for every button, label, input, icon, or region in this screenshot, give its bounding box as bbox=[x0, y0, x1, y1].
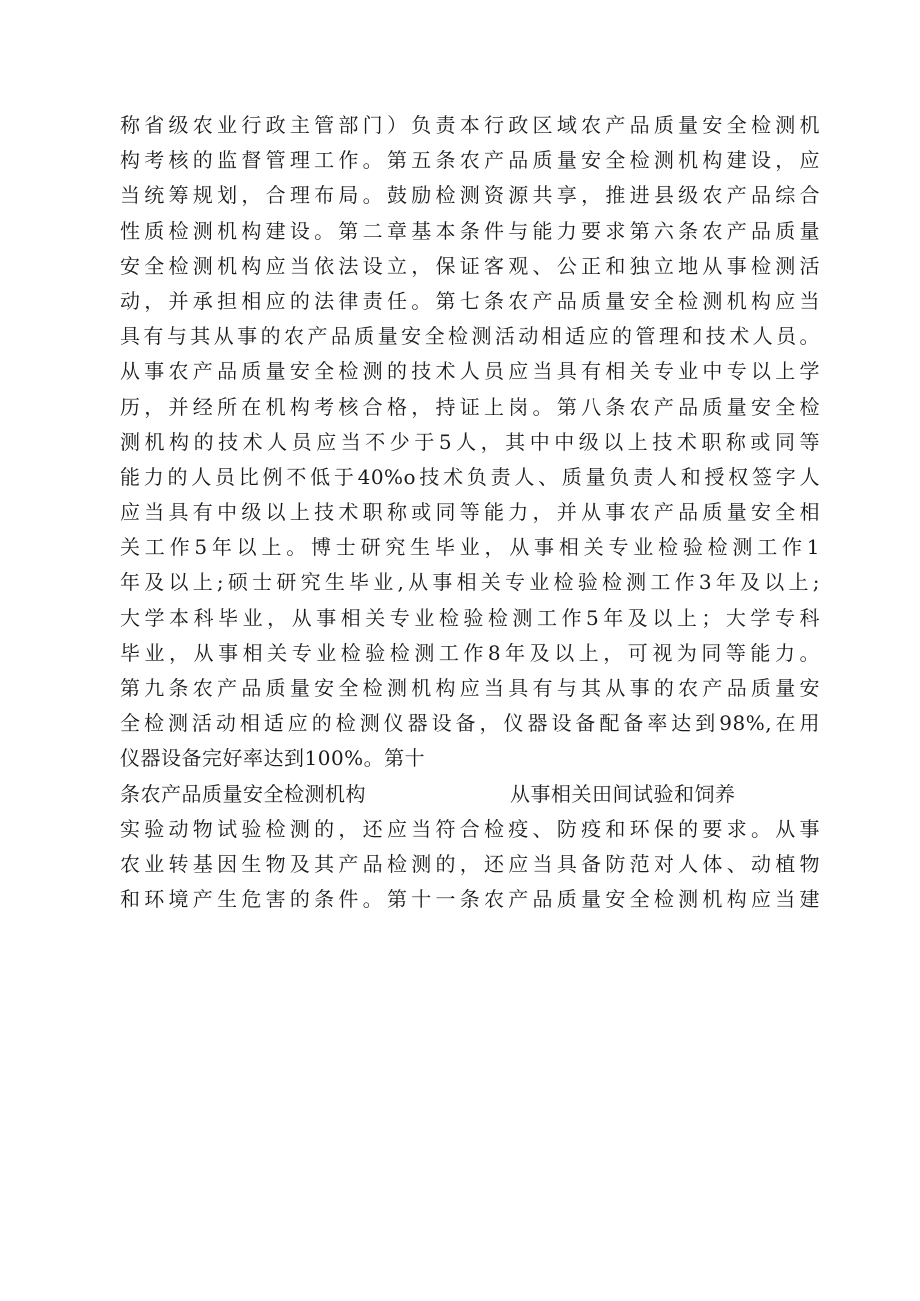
split-line-right: 从事相关田间试验和饲养 bbox=[510, 781, 736, 806]
text-line: 动，并承担相应的法律责任。第七条农产品质量安全检测机构应当 bbox=[120, 288, 820, 313]
text-line: 农业转基因生物及其产品检测的，还应当具备防范对人体、动植物 bbox=[120, 851, 820, 876]
text-line: 实验动物试验检测的，还应当符合检疫、防疫和环保的要求。从事 bbox=[120, 816, 820, 841]
split-text-line bbox=[120, 777, 820, 812]
text-line: 构考核的监督管理工作。第五条农产品质量安全检测机构建设，应 bbox=[120, 148, 820, 173]
text-line: 安全检测机构应当依法设立，保证客观、公正和独立地从事检测活 bbox=[120, 253, 820, 278]
text-line: 大学本科毕业，从事相关专业检验检测工作5年及以上；大学专科 bbox=[120, 605, 820, 630]
text-line: 第九条农产品质量安全检测机构应当具有与其从事的农产品质量安 bbox=[120, 676, 820, 700]
text-line: 性质检测机构建设。第二章基本条件与能力要求第六条农产品质量 bbox=[120, 218, 820, 243]
text-line: 称省级农业行政主管部门）负责本行政区域农产品质量安全检测机 bbox=[120, 113, 820, 137]
split-line-left: 条农产品质量安全检测机构 bbox=[120, 781, 366, 806]
text-line: 从事农产品质量安全检测的技术人员应当具有相关专业中专以上学 bbox=[120, 359, 820, 384]
text-line: 年及以上;硕士研究生毕业,从事相关专业检验检测工作3年及以上; bbox=[120, 570, 820, 595]
text-line: 仪器设备完好率达到100%。第十 bbox=[120, 746, 426, 771]
document-body bbox=[120, 108, 820, 917]
text-line: 和环境产生危害的条件。第十一条农产品质量安全检测机构应当建 bbox=[120, 887, 820, 912]
text-line: 历，并经所在机构考核合格，持证上岗。第八条农产品质量安全检 bbox=[120, 394, 820, 419]
text-line: 毕业，从事相关专业检验检测工作8年及以上，可视为同等能力。 bbox=[120, 640, 820, 665]
text-line: 具有与其从事的农产品质量安全检测活动相适应的管理和技术人员。 bbox=[120, 324, 820, 349]
text-line: 能力的人员比例不低于40%o技术负责人、质量负责人和授权签字人 bbox=[120, 464, 820, 489]
text-line: 关工作5年以上。博士研究生毕业，从事相关专业检验检测工作1 bbox=[120, 535, 820, 560]
text-line: 当统筹规划，合理布局。鼓励检测资源共享，推进县级农产品综合 bbox=[120, 183, 820, 208]
text-line: 测机构的技术人员应当不少于5人，其中中级以上技术职称或同等 bbox=[120, 429, 820, 454]
text-line: 应当具有中级以上技术职称或同等能力，并从事农产品质量安全相 bbox=[120, 500, 820, 525]
text-line: 全检测活动相适应的检测仪器设备，仪器设备配备率达到98%,在用 bbox=[120, 711, 820, 736]
